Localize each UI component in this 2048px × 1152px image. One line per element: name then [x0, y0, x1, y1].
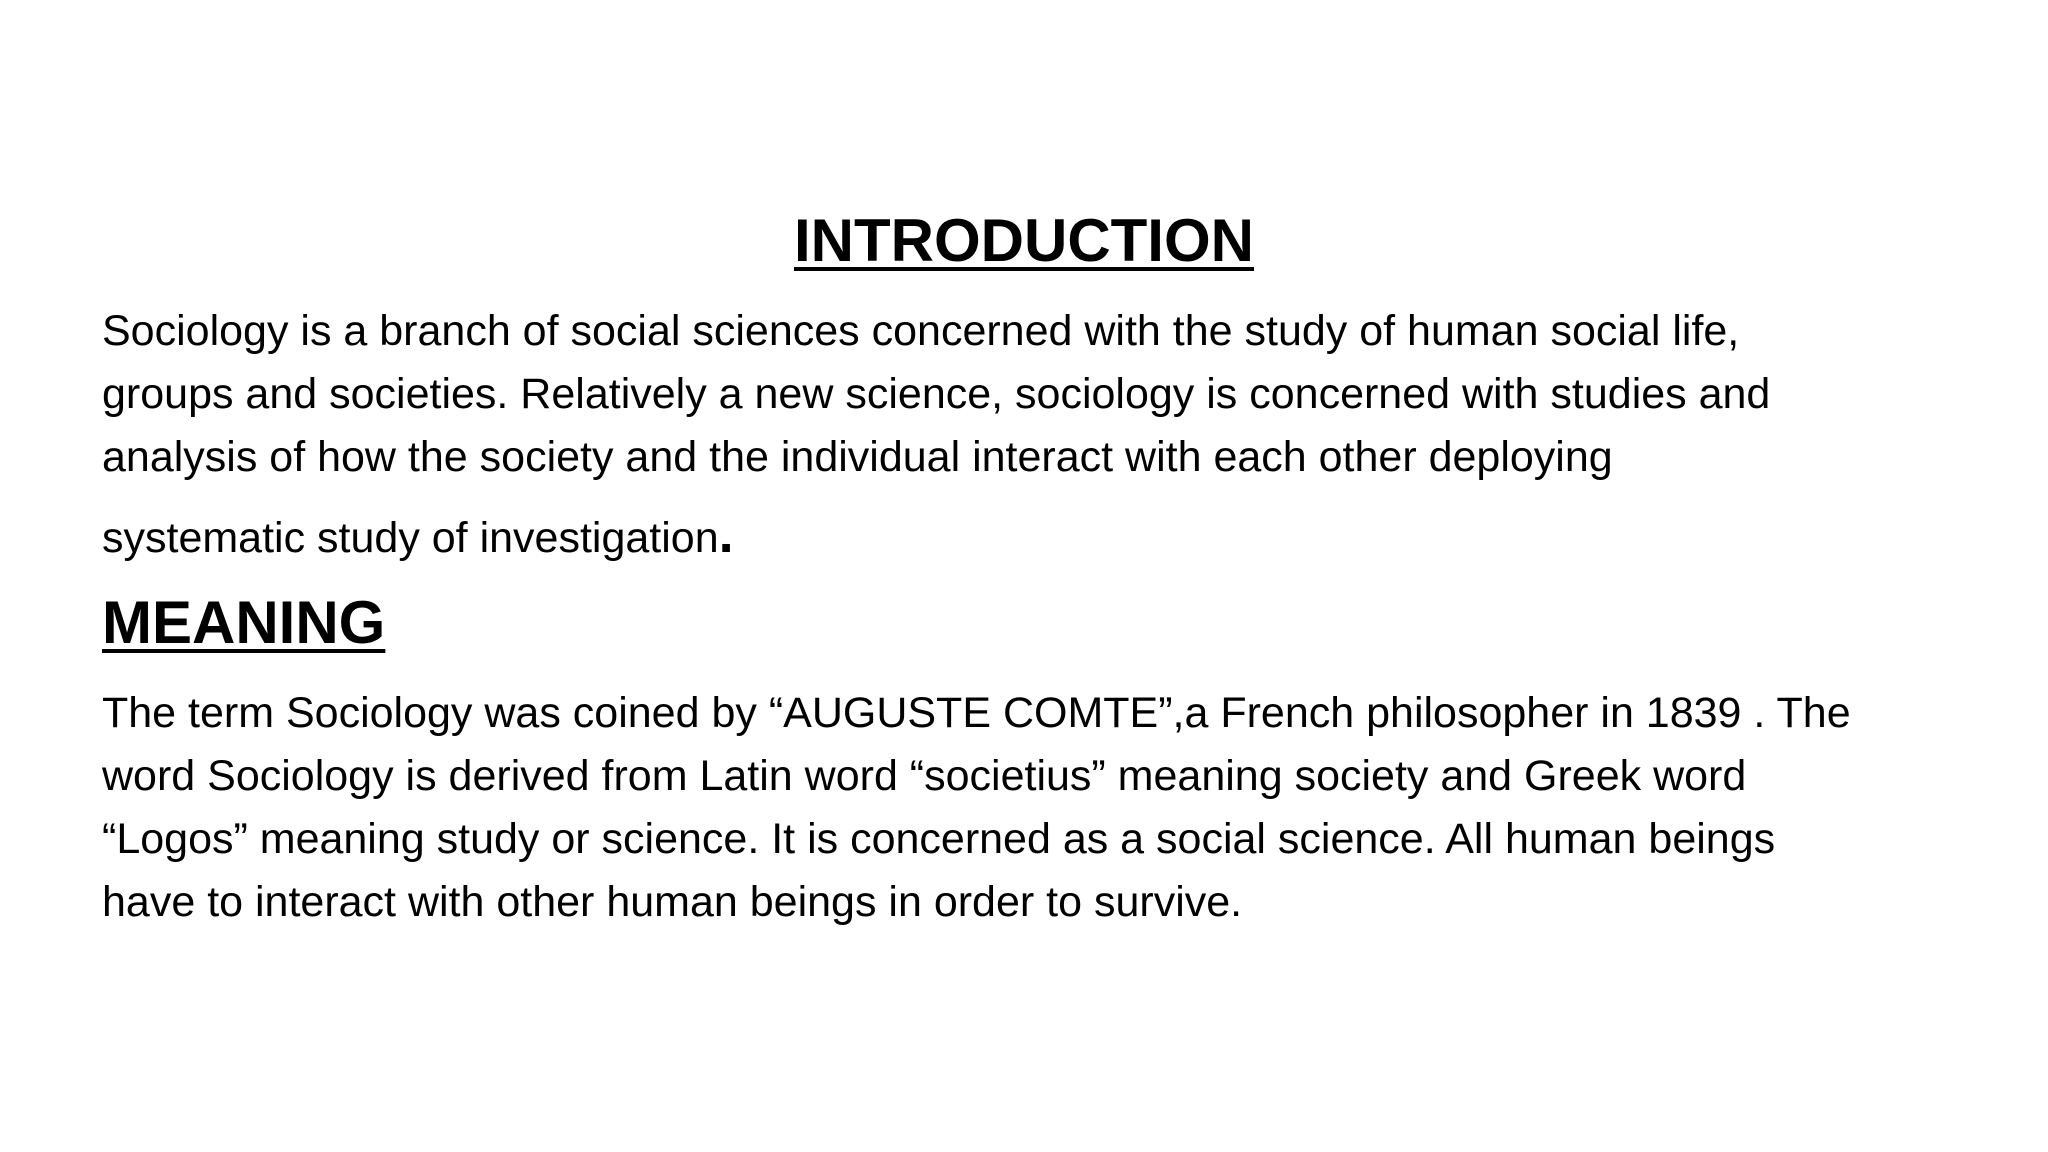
meaning-line: word Sociology is derived from Latin word “societius” meaning society and Greek word — [102, 752, 1747, 800]
meaning-line: have to interact with other human beings in order to survive. — [102, 878, 1243, 926]
meaning-paragraph — [102, 682, 2002, 934]
intro-line: groups and societies. Relatively a new science, sociology is concerned with studies and — [102, 370, 1771, 418]
meaning-heading: MEANING — [102, 589, 386, 656]
intro-line: analysis of how the society and the individual interact with each other deploying — [102, 433, 1613, 481]
intro-final-period: . — [718, 504, 734, 564]
intro-line-text: systematic study of investigation — [102, 514, 719, 562]
intro-paragraph — [102, 300, 2002, 570]
intro-line — [102, 503, 2002, 570]
intro-line: Sociology is a branch of social sciences concerned with the study of human social life, — [102, 307, 1740, 355]
meaning-line: The term Sociology was coined by “AUGUSTE COMTE”,a French philosopher in 1839 . The — [102, 689, 1851, 737]
slide-title: INTRODUCTION — [794, 207, 1254, 274]
meaning-line: “Logos” meaning study or science. It is concerned as a social science. All human beings — [102, 815, 1776, 863]
